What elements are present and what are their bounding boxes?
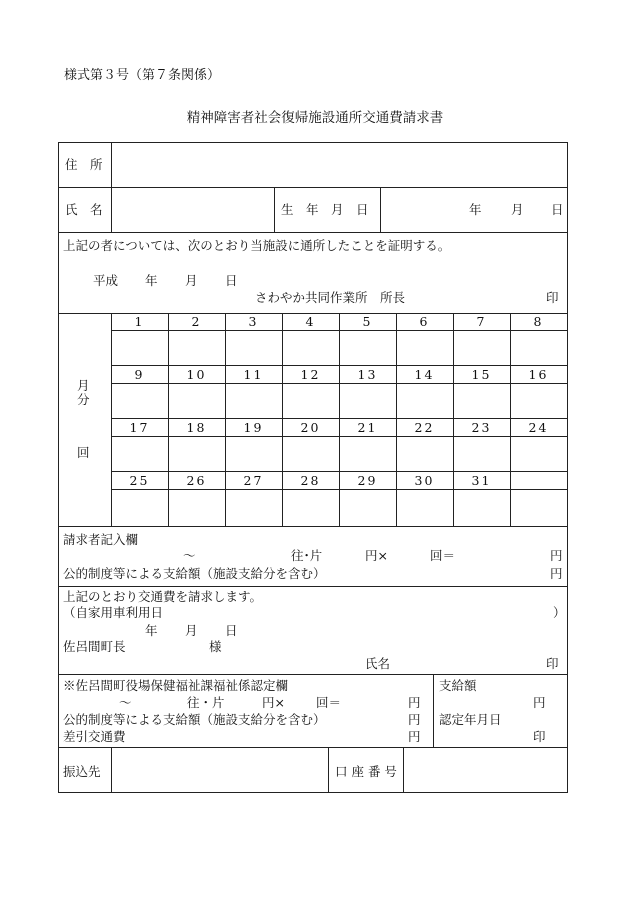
certificate-text: 上記の者については、次のとおり当施設に通所したことを証明する。	[63, 238, 451, 253]
divider-line	[168, 313, 169, 526]
certificate-seal: 印	[546, 290, 559, 305]
name-label: 氏 名	[65, 202, 103, 217]
birth-year-unit: 年	[469, 202, 482, 217]
day-number: 30	[414, 473, 435, 488]
divider-line	[59, 187, 567, 188]
divider-line	[59, 674, 567, 675]
divider-line	[59, 526, 567, 527]
certificate-year-unit: 年	[145, 273, 158, 288]
net-fare-yen: 円	[408, 729, 421, 744]
divider-line	[433, 674, 434, 747]
route-tilde: ～	[183, 548, 196, 563]
divider-line	[396, 313, 397, 526]
office-public-support-label: 公的制度等による支給額（施設支給分を含む）	[63, 712, 326, 727]
day-number: 8	[533, 314, 544, 329]
fare-yen-times: 円×	[365, 548, 388, 563]
divider-line	[328, 747, 329, 793]
divider-line	[403, 747, 404, 793]
birth-date-label: 生 年 月 日	[281, 202, 369, 217]
account-number-label: 口 座 番 号	[335, 764, 397, 779]
birth-month-unit: 月	[511, 202, 524, 217]
payment-amount-label: 支給額	[439, 678, 477, 693]
day-number: 14	[414, 367, 435, 382]
document-title: 精神障害者社会復帰施設通所交通費請求書	[186, 110, 444, 126]
private-car-days-open: （自家用車利用日	[63, 605, 164, 620]
day-number: 27	[243, 473, 264, 488]
claimant-name-label: 氏名	[365, 656, 391, 671]
claimant-section-title: 請求者記入欄	[63, 532, 139, 547]
form-number: 様式第３号（第７条関係）	[64, 68, 221, 83]
private-car-days-close: ）	[553, 605, 566, 620]
day-number: 1	[134, 314, 145, 329]
divider-line	[59, 232, 567, 233]
account-number-field[interactable]	[405, 749, 565, 791]
day-number: 4	[305, 314, 316, 329]
day-number: 12	[300, 367, 321, 382]
day-number: 23	[471, 420, 492, 435]
day-number: 13	[357, 367, 378, 382]
request-day-unit: 日	[225, 623, 238, 638]
office-fare-yen-times: 円×	[262, 695, 285, 710]
divider-line	[111, 747, 112, 793]
day-number: 18	[186, 420, 207, 435]
day-number: 6	[419, 314, 430, 329]
payment-amount-yen: 円	[533, 695, 546, 710]
request-form	[58, 142, 568, 793]
office-trip-type: 往・片	[187, 695, 225, 710]
mayor-honorific: 様	[209, 639, 222, 654]
birth-day-unit: 日	[551, 202, 564, 217]
public-support-yen: 円	[550, 566, 563, 581]
office-total-yen: 円	[408, 695, 421, 710]
divider-line	[282, 313, 283, 526]
divider-line	[453, 313, 454, 526]
day-number: 21	[357, 420, 378, 435]
day-number: 26	[186, 473, 207, 488]
certificate-month-unit: 月	[185, 273, 198, 288]
day-number: 16	[528, 367, 549, 382]
public-support-label: 公的制度等による支給額（施設支給分を含む）	[63, 566, 326, 581]
divider-line	[274, 187, 275, 232]
transfer-destination-label: 振込先	[63, 764, 101, 779]
divider-line	[339, 313, 340, 526]
divider-line	[59, 586, 567, 587]
day-number: 15	[471, 367, 492, 382]
divider-line	[59, 747, 567, 748]
divider-line	[225, 313, 226, 526]
day-number: 28	[300, 473, 321, 488]
divider-line	[111, 313, 112, 526]
day-number: 24	[528, 420, 549, 435]
net-fare-label: 差引交通費	[63, 729, 126, 744]
office-seal: 印	[533, 729, 546, 744]
transfer-destination-field[interactable]	[113, 749, 326, 791]
trip-count-equals: 回＝	[430, 548, 456, 563]
day-number: 5	[362, 314, 373, 329]
address-label: 住 所	[65, 157, 103, 172]
divider-line	[380, 187, 381, 232]
day-number: 25	[129, 473, 150, 488]
mayor-address: 佐呂間町長	[63, 639, 126, 654]
request-month-unit: 月	[185, 623, 198, 638]
address-field[interactable]	[113, 145, 565, 185]
office-trip-count-equals: 回＝	[316, 695, 342, 710]
facility-director: さわやか共同作業所 所長	[255, 290, 406, 305]
office-section-title: ※佐呂間町役場保健福祉課福祉係認定欄	[63, 678, 289, 693]
day-number: 20	[300, 420, 321, 435]
divider-line	[111, 143, 112, 232]
day-number: 3	[248, 314, 259, 329]
name-field[interactable]	[113, 189, 272, 230]
certificate-era: 平成	[93, 273, 119, 288]
day-number: 10	[186, 367, 207, 382]
day-number: 22	[414, 420, 435, 435]
certificate-day-unit: 日	[225, 273, 238, 288]
trip-type: 往･片	[291, 548, 323, 563]
attendance-month-label: 月	[77, 378, 90, 393]
office-public-support-yen: 円	[408, 712, 421, 727]
office-route-tilde: ～	[119, 695, 132, 710]
day-number: 29	[357, 473, 378, 488]
day-number: 31	[471, 473, 492, 488]
divider-line	[510, 313, 511, 526]
attendance-part-label: 分	[77, 392, 90, 407]
request-text: 上記のとおり交通費を請求します。	[63, 589, 263, 604]
day-number: 9	[134, 367, 145, 382]
day-number: 2	[191, 314, 202, 329]
attendance-count-label: 回	[77, 445, 90, 460]
claimant-seal: 印	[546, 656, 559, 671]
claim-total-yen: 円	[550, 548, 563, 563]
day-number: 7	[476, 314, 487, 329]
day-number: 17	[129, 420, 150, 435]
certification-date-label: 認定年月日	[439, 712, 502, 727]
day-number: 19	[243, 420, 264, 435]
request-year-unit: 年	[145, 623, 158, 638]
day-number: 11	[243, 367, 264, 382]
